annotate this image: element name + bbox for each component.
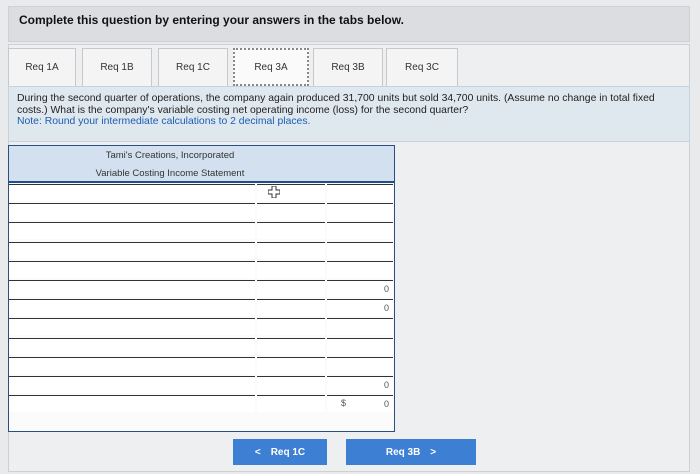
amount-input[interactable] xyxy=(257,338,325,355)
question-box xyxy=(8,86,690,142)
total-value: 0 xyxy=(383,284,389,294)
line-item-select[interactable] xyxy=(9,222,255,239)
next-req-button[interactable] xyxy=(346,439,476,465)
question-text: During the second quarter of operations, the company again produced 31,700 units but sold 34,700 units. (Assume no change in total fixed costs.) What is the company's variable costing net operating income (loss) for the second quarter? xyxy=(17,93,655,116)
statement-row xyxy=(9,222,394,239)
amount-input[interactable] xyxy=(257,203,325,220)
line-item-select[interactable] xyxy=(9,242,255,259)
header-divider xyxy=(9,181,394,183)
line-item-select[interactable] xyxy=(9,318,255,335)
amount-input[interactable] xyxy=(257,299,325,316)
total-value: 0 xyxy=(383,380,389,390)
amount-input[interactable] xyxy=(257,242,325,259)
total-input[interactable] xyxy=(327,395,393,412)
amount-input[interactable] xyxy=(257,318,325,335)
statement-row xyxy=(9,203,394,220)
amount-input[interactable] xyxy=(257,280,325,297)
statement-row xyxy=(9,357,394,374)
statement-row xyxy=(9,184,394,201)
line-item-select[interactable] xyxy=(9,299,255,316)
tab-req-1c[interactable]: Req 1C xyxy=(158,48,228,86)
total-input[interactable] xyxy=(327,299,393,316)
move-cursor-icon xyxy=(268,186,280,198)
statement-row xyxy=(9,242,394,259)
statement-row xyxy=(9,299,394,316)
total-input[interactable] xyxy=(327,242,393,259)
line-item-select[interactable] xyxy=(9,357,255,374)
chevron-left-icon: < xyxy=(254,446,261,458)
amount-input[interactable] xyxy=(257,222,325,239)
instruction-text: Complete this question by entering your answers in the tabs below. xyxy=(19,13,404,27)
next-button-label: Req 3B xyxy=(385,446,421,458)
prev-req-button[interactable] xyxy=(233,439,327,465)
line-item-select[interactable] xyxy=(9,184,255,201)
statement-row xyxy=(9,376,394,393)
total-input[interactable] xyxy=(327,261,393,278)
line-item-select[interactable] xyxy=(9,395,255,412)
total-input[interactable] xyxy=(327,376,393,393)
statement-row xyxy=(9,261,394,278)
amount-input[interactable] xyxy=(257,395,325,412)
line-item-select[interactable] xyxy=(9,203,255,220)
line-item-select[interactable] xyxy=(9,376,255,393)
line-item-select[interactable] xyxy=(9,261,255,278)
statement-row xyxy=(9,338,394,355)
tab-req-3a[interactable]: Req 3A xyxy=(233,48,309,86)
amount-input[interactable] xyxy=(257,357,325,374)
tab-req-3b[interactable]: Req 3B xyxy=(313,48,383,86)
dollar-sign: $ xyxy=(341,398,347,409)
income-statement-table xyxy=(8,145,395,432)
tab-req-1a[interactable]: Req 1A xyxy=(8,48,76,86)
amount-input[interactable] xyxy=(257,261,325,278)
line-item-select[interactable] xyxy=(9,280,255,297)
total-value: 0 xyxy=(383,303,389,314)
total-input[interactable] xyxy=(327,318,393,335)
tab-req-1b[interactable]: Req 1B xyxy=(82,48,152,86)
total-input[interactable] xyxy=(327,280,393,297)
total-input[interactable] xyxy=(327,203,393,220)
amount-input[interactable] xyxy=(257,376,325,393)
statement-row xyxy=(9,318,394,335)
statement-header xyxy=(9,146,394,183)
instruction-bar xyxy=(8,6,690,42)
rounding-note: Note: Round your intermediate calculations to 2 decimal places. xyxy=(17,116,311,127)
total-input[interactable] xyxy=(327,357,393,374)
total-input[interactable] xyxy=(327,184,393,201)
total-input[interactable] xyxy=(327,338,393,355)
tab-req-3c[interactable]: Req 3C xyxy=(386,48,458,86)
line-item-select[interactable] xyxy=(9,338,255,355)
total-input[interactable] xyxy=(327,222,393,239)
prev-button-label: Req 1C xyxy=(270,446,306,458)
company-name: Tami's Creations, Incorporated xyxy=(105,150,235,161)
statement-title: Variable Costing Income Statement xyxy=(95,168,245,179)
chevron-right-icon: > xyxy=(430,446,437,458)
total-value: 0 xyxy=(383,399,389,410)
statement-row xyxy=(9,395,394,412)
statement-row xyxy=(9,280,394,297)
